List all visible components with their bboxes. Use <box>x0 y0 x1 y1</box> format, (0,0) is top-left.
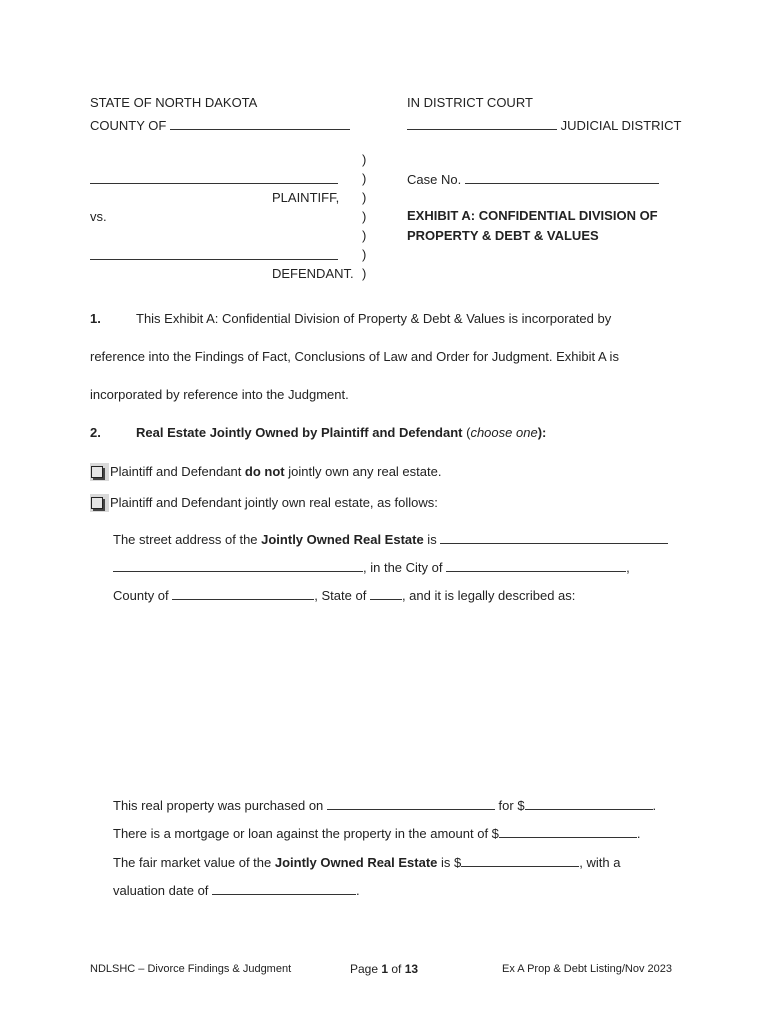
period: . <box>652 798 657 813</box>
street-post: is <box>423 532 437 547</box>
purchase-date-blank[interactable] <box>327 797 495 810</box>
fmv-post: , with a <box>579 855 621 870</box>
county-label: COUNTY OF <box>90 118 167 133</box>
judicial-district-label: JUDICIAL DISTRICT <box>560 118 682 133</box>
street-pre: The street address of the <box>113 532 262 547</box>
option2-text: Plaintiff and Defendant jointly own real estate, as follows: <box>110 495 438 510</box>
state-label: STATE OF NORTH DAKOTA <box>90 95 258 110</box>
option1-bold: do not <box>244 464 285 479</box>
defendant-name-blank[interactable] <box>90 247 338 260</box>
paren: ) <box>362 247 367 262</box>
section2-number: 2. <box>90 425 101 440</box>
fair-market-value-line <box>113 854 620 871</box>
street-bold: Jointly Owned Real Estate <box>261 532 424 547</box>
option1-post: jointly own any real estate. <box>284 464 442 479</box>
defendant-label: DEFENDANT. <box>272 266 354 281</box>
street-address-blank[interactable] <box>440 531 668 544</box>
vs-label: vs. <box>90 209 107 224</box>
property-county-blank[interactable] <box>172 587 314 600</box>
section2-heading-text: Real Estate Jointly Owned by Plaintiff and Defendant <box>136 425 463 440</box>
court-label: IN DISTRICT COURT <box>407 95 533 110</box>
section1-line3: incorporated by reference into the Judgment. <box>90 387 349 402</box>
city-blank[interactable] <box>446 559 626 572</box>
case-no-label: Case No. <box>407 172 462 187</box>
paren-close: ): <box>537 425 547 440</box>
mortgage-line <box>113 825 641 842</box>
fmv-bold: Jointly Owned Real Estate <box>274 855 438 870</box>
page-pre: Page <box>350 962 382 976</box>
footer-page-number <box>350 962 418 976</box>
purchased-label: This real property was purchased on <box>113 798 324 813</box>
paren: ) <box>362 190 367 205</box>
paren: ) <box>362 171 367 186</box>
page-total: 13 <box>404 962 419 976</box>
exhibit-title-line1: EXHIBIT A: CONFIDENTIAL DIVISION OF <box>407 208 658 223</box>
county-blank[interactable] <box>170 117 350 130</box>
purchase-price-blank[interactable] <box>525 797 653 810</box>
mortgage-amount-blank[interactable] <box>499 825 637 838</box>
paren: ) <box>362 266 367 281</box>
case-number-line <box>407 171 659 188</box>
paren-open: ( <box>462 425 471 440</box>
valuation-label: valuation date of <box>113 883 209 898</box>
checkbox-icon <box>91 466 103 478</box>
city-line <box>113 559 630 576</box>
paren: ) <box>362 152 367 167</box>
city-comma: , <box>626 560 630 575</box>
exhibit-title-line2: PROPERTY & DEBT & VALUES <box>407 228 599 243</box>
city-label: , in the City of <box>363 560 443 575</box>
paren: ) <box>362 228 367 243</box>
section1-line1: This Exhibit A: Confidential Division of Property & Debt & Values is incorporated by <box>136 311 612 326</box>
period: . <box>636 826 641 841</box>
street-address-line <box>113 531 668 548</box>
mortgage-label: There is a mortgage or loan against the property in the amount of $ <box>113 826 499 841</box>
county-of-label: County of <box>113 588 169 603</box>
purchase-line <box>113 797 656 814</box>
checkbox-joint-real-estate[interactable] <box>90 494 109 512</box>
state-of-label: , State of <box>314 588 367 603</box>
paren: ) <box>362 209 367 224</box>
footer-right: Ex A Prop & Debt Listing/Nov 2023 <box>502 963 672 975</box>
legal-description-label: , and it is legally described as: <box>401 588 576 603</box>
judicial-district-line <box>407 117 681 134</box>
purchased-for-label: for $ <box>498 798 525 813</box>
footer-left: NDLSHC – Divorce Findings & Judgment <box>90 963 292 975</box>
valuation-date-line <box>113 882 360 899</box>
case-no-blank[interactable] <box>465 171 659 184</box>
choose-one-text: choose one <box>470 425 538 440</box>
page-of: of <box>388 962 405 976</box>
street-address-cont-blank[interactable] <box>113 559 363 572</box>
plaintiff-label: PLAINTIFF, <box>272 190 340 205</box>
county-state-line <box>113 587 575 604</box>
plaintiff-name-blank[interactable] <box>90 171 338 184</box>
state-blank[interactable] <box>370 587 402 600</box>
section1-number: 1. <box>90 311 101 326</box>
option-no-real-estate[interactable] <box>90 463 441 481</box>
legal-description-area[interactable] <box>113 615 673 785</box>
period: . <box>356 883 360 898</box>
valuation-date-blank[interactable] <box>212 882 356 895</box>
fmv-mid: is $ <box>437 855 462 870</box>
option1-pre: Plaintiff and Defendant <box>110 464 245 479</box>
option-joint-real-estate[interactable] <box>90 494 438 512</box>
section2-heading <box>136 425 546 441</box>
page-num: 1 <box>381 962 389 976</box>
district-blank[interactable] <box>407 117 557 130</box>
checkbox-icon <box>91 497 103 509</box>
county-line <box>90 117 350 134</box>
fmv-pre: The fair market value of the <box>113 855 275 870</box>
section1-line2: reference into the Findings of Fact, Conclusions of Law and Order for Judgment. Exhibit A is <box>90 349 619 364</box>
checkbox-no-real-estate[interactable] <box>90 463 109 481</box>
fair-market-value-blank[interactable] <box>461 854 579 867</box>
